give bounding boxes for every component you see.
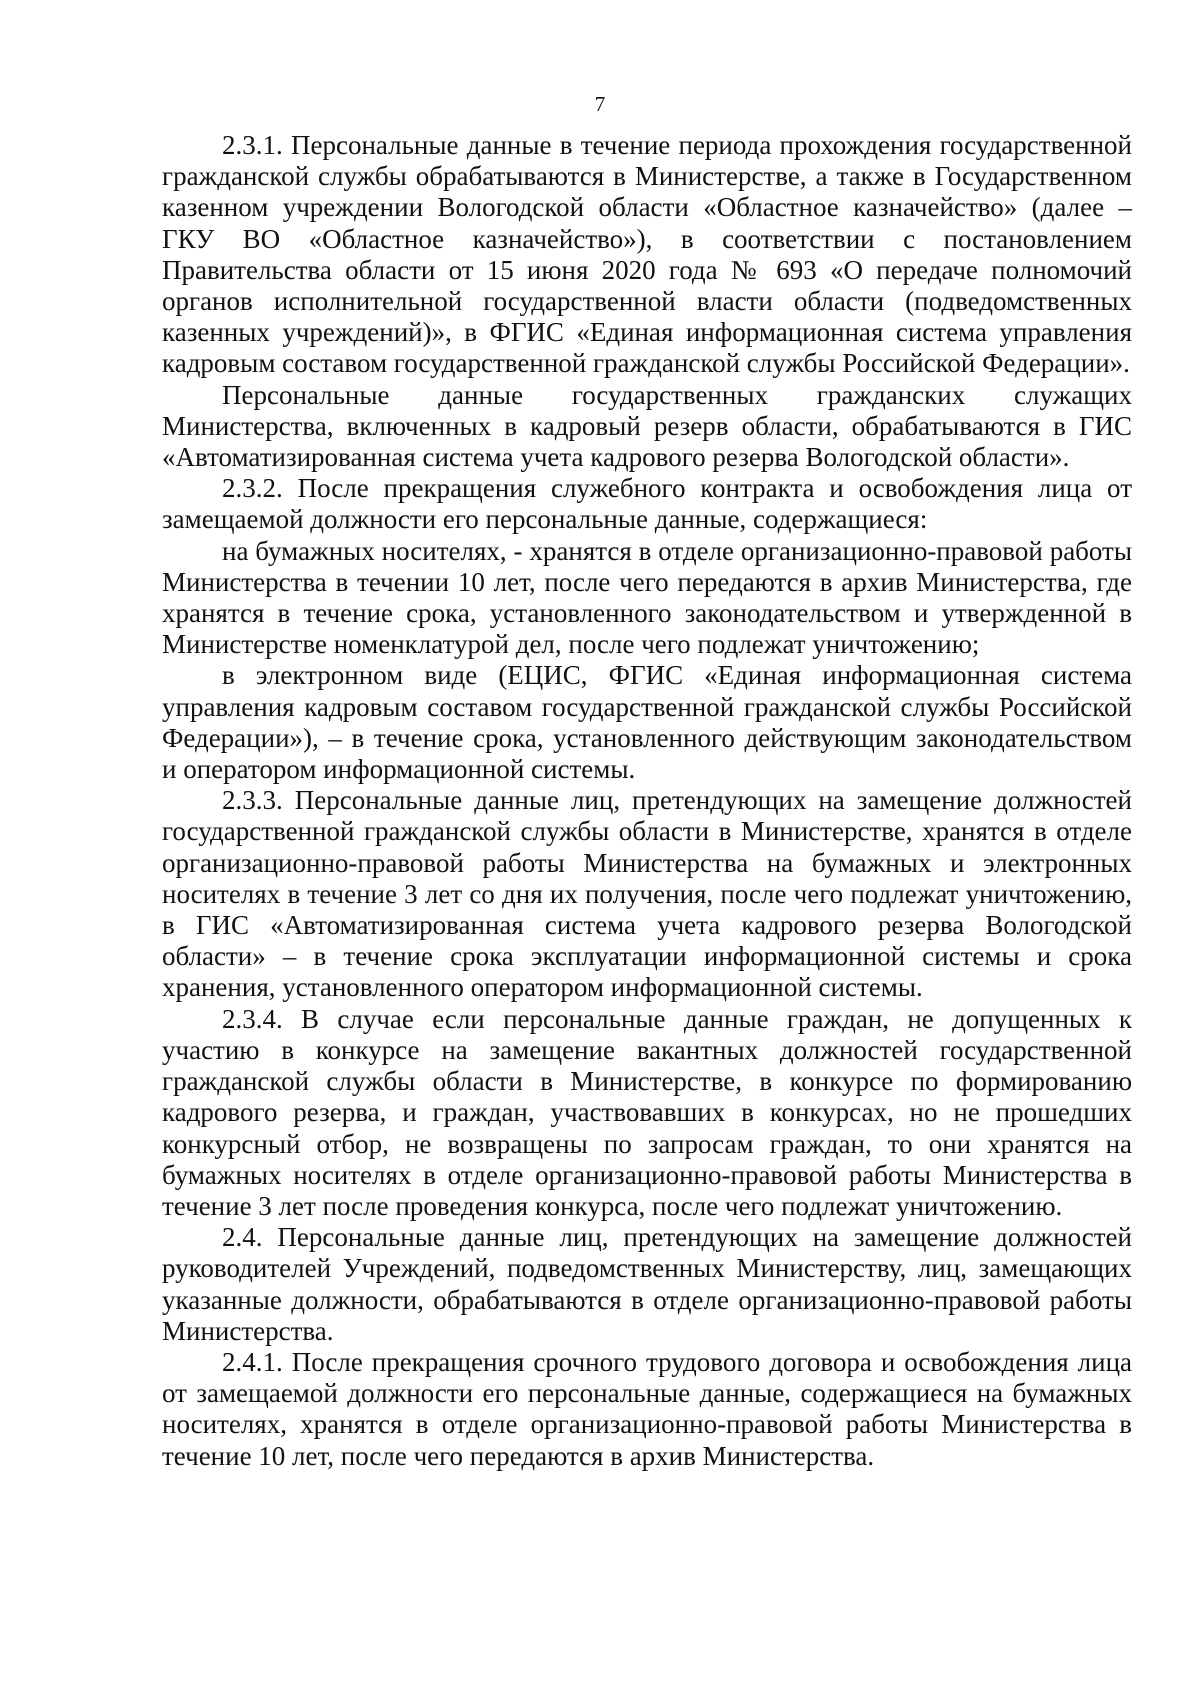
document-body (162, 130, 1132, 1472)
page-number: 7 (594, 92, 606, 116)
paragraph-2-4-1: 2.4.1. После прекращения срочного трудового договора и освобождения лица от замещаемой должности его персональные данные, содержащиеся на бумажных носителях, хранятся в отделе организационно-правовой работы Министерства в течение 10 лет, после чего передаются в архив Министерства. (162, 1346, 1132, 1471)
paragraph-2-3-3: 2.3.3. Персональные данные лиц, претендующих на замещение должностей государственной гражданской службы области в Министерстве, хранятся в отделе организационно-правовой работы Министерства на бумажных и электронных носителях в течение 3 лет со дня их получения, после чего подлежат уничтожению, в ГИС «Автоматизированная система учета кадрового резерва Вологодской области» – в течение срока эксплуатации информационной системы и срока хранения, установленного оператором информационной системы. (162, 785, 1132, 1003)
paragraph-2-3-2-paper: на бумажных носителях, - хранятся в отделе организационно-правовой работы Министерства в течении 10 лет, после чего передаются в архив Министерства, где хранятся в течение срока, установленного законодательством и утвержденной в Министерстве номенклатурой дел, после чего подлежат уничтожению; (162, 535, 1132, 660)
paragraph-2-3-4: 2.3.4. В случае если персональные данные граждан, не допущенных к участию в конкурсе на замещение вакантных должностей государственной гражданской службы области в Министерстве, в конкурсе по формированию кадрового резерва, и граждан, участвовавших в конкурсах, но не прошедших конкурсный отбор, не возвращены по запросам граждан, то они хранятся на бумажных носителях в отделе организационно-правовой работы Министерства в течение 3 лет после проведения конкурса, после чего подлежат уничтожению. (162, 1003, 1132, 1221)
paragraph-2-4: 2.4. Персональные данные лиц, претендующих на замещение должностей руководителей Учреждений, подведомственных Министерству, лиц, замещающих указанные должности, обрабатываются в отделе организационно-правовой работы Министерства. (162, 1222, 1132, 1346)
paragraph-2-3-1: 2.3.1. Персональные данные в течение периода прохождения государственной гражданской службы обрабатываются в Министерстве, а также в Государственном казенном учреждении Вологодской области «Областное казначейство» (далее – ГКУ ВО «Областное казначейство»), в соответствии с постановлением Правительства области от 15 июня 2020 года № 693 «О передаче полномочий органов исполнительной государственной власти области (подведомственных казенных учреждений)», в ФГИС «Единая информационная система управления кадровым составом государственной гражданской службы Российской Федерации». (162, 130, 1132, 379)
paragraph-2-3-1-reserve: Персональные данные государственных гражданских служащих Министерства, включенных в кадровый резерв области, обрабатываются в ГИС «Автоматизированная система учета кадрового резерва Вологодской области». (162, 379, 1132, 473)
paragraph-2-3-2: 2.3.2. После прекращения служебного контракта и освобождения лица от замещаемой должности его персональные данные, содержащиеся: (162, 473, 1132, 535)
paragraph-2-3-2-electronic: в электронном виде (ЕЦИС, ФГИС «Единая информационная система управления кадровым составом государственной гражданской службы Российской Федерации»), – в течение срока, установленного действующим законодательством и оператором информационной системы. (162, 660, 1132, 785)
